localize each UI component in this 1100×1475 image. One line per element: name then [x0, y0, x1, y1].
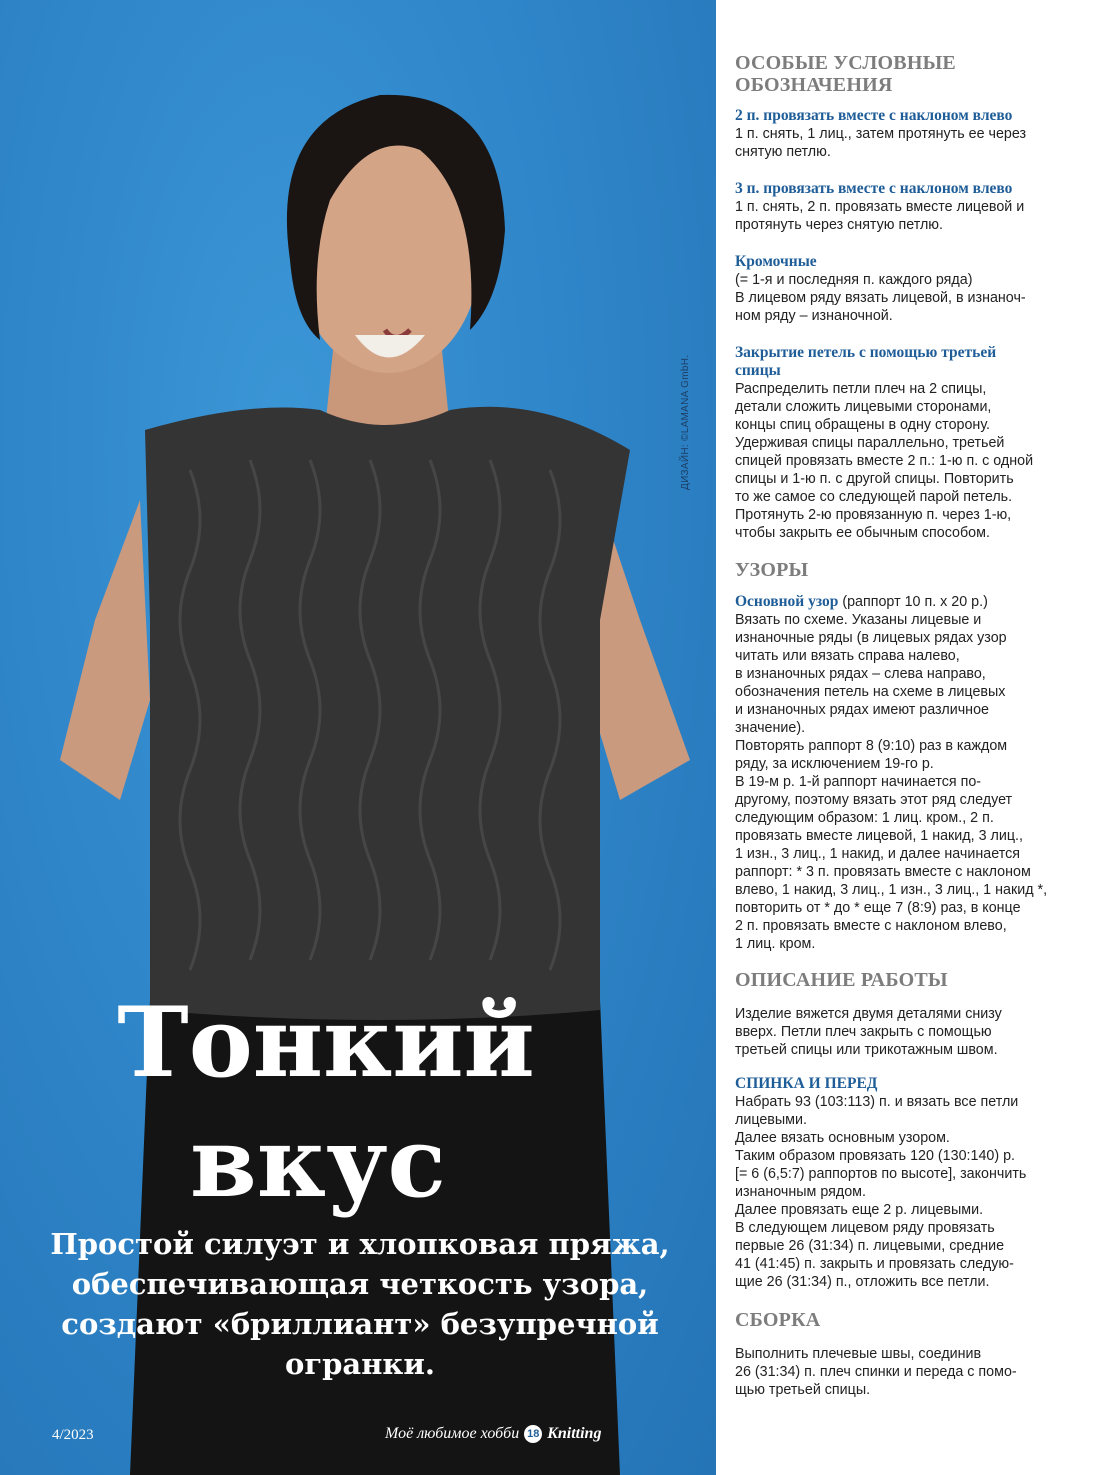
- magazine-brand: Knitting: [547, 1425, 602, 1442]
- symbol-title: Кромочные: [735, 253, 817, 270]
- instructions-column: [735, 52, 1075, 1399]
- back-front-heading: СПИНКА И ПЕРЕД: [735, 1075, 878, 1092]
- subtitle-line: огранки.: [285, 1347, 435, 1381]
- article-title-line2: вкус: [190, 1106, 446, 1219]
- main-pattern-title: Основной узор: [735, 593, 839, 610]
- symbol-item: Закрытие петель с помощью третьей спицы Распределить петли плеч на 2 спицы, детали сложить лицевыми сторонами, концы спиц обращены в одну сторону. Удерживая спицы параллельно, третьей спицей провязать вместе 2 п.: 1-ю п. с одной спицы и 1-ю п. с другой спицы. Повторить то же самое со следующей парой петель. Протянуть 2-ю провязанную п. через 1-ю, чтобы закрыть ее обычным способом.: [735, 344, 1075, 542]
- symbol-title: 2 п. провязать вместе с наклоном влево: [735, 107, 1013, 124]
- subtitle-line: Простой силуэт и хлопковая пряжа,: [50, 1227, 670, 1261]
- article-subtitle: [40, 1224, 680, 1384]
- assembly-heading: СБОРКА: [735, 1309, 821, 1331]
- description-heading: ОПИСАНИЕ РАБОТЫ: [735, 969, 948, 991]
- magazine-footer: [385, 1425, 601, 1443]
- subtitle-line: создают «бриллиант» безупречной: [61, 1307, 659, 1341]
- left-arm: [60, 500, 150, 800]
- issue-number: 4/2023: [52, 1427, 94, 1443]
- subtitle-line: обеспечивающая четкость узора,: [71, 1267, 649, 1301]
- symbol-item: 2 п. провязать вместе с наклоном влево 1 п. снять, 1 лиц., затем протянуть ее через снятую петлю.: [735, 107, 1075, 161]
- page-number: 18: [524, 1425, 542, 1443]
- assembly-text: Выполнить плечевые швы, соединив 26 (31:34) п. плеч спинки и переда с помо- щью третьей спицы.: [735, 1346, 1017, 1398]
- photo-credit: ДИЗАЙН: ©LAMANA GmbH.: [680, 354, 691, 490]
- patterns-heading: УЗОРЫ: [735, 559, 809, 581]
- article-title-line1: Тонкий: [117, 986, 535, 1099]
- symbol-item: Кромочные (= 1-я и последняя п. каждого ряда) В лицевом ряду вязать лицевой, в изнаноч- ном ряду – изнаночной.: [735, 253, 1075, 325]
- symbol-title: 3 п. провязать вместе с наклоном влево: [735, 180, 1013, 197]
- symbol-title: Закрытие петель с помощью третьей спицы: [735, 344, 997, 379]
- description-text: Изделие вяжется двумя деталями снизу вверх. Петли плеч закрыть с помощью третьей спицы или трикотажным швом.: [735, 1006, 1002, 1058]
- symbol-item: 3 п. провязать вместе с наклоном влево 1 п. снять, 2 п. провязать вместе лицевой и протянуть через снятую петлю.: [735, 180, 1075, 234]
- magazine-name: Моё любимое хобби: [385, 1425, 520, 1442]
- main-pattern: Основной узор (раппорт 10 п. х 20 р.) Вязать по схеме. Указаны лицевые и изнаночные ряды (в лицевых рядах узор читать или вязать справа налево, в изнаночных рядах – слева направо, обозначения петель на схеме в лицевых и изнаночных рядах имеют различное значение). Повторять раппорт 8 (9:10) раз в каждом ряду, за исключением 19-го р. В 19-м р. 1-й раппорт начинается по- другому, поэтому вязать этот ряд следует следующим образом: 1 лиц. кром., 2 п. провязать вместе лицевой, 1 накид, 3 лиц., 1 изн., 3 лиц., 1 накид, и далее начинается раппорт: * 3 п. провязать вместе с наклоном влево, 1 накид, 3 лиц., 1 изн., 3 лиц., 1 накид *, повторить от * до * еще 7 (8:9) раз, в конце 2 п. провязать вместе с наклоном влево, 1 лиц. кром.: [735, 593, 1048, 952]
- back-front-text: Набрать 93 (103:113) п. и вязать все петли лицевыми. Далее вязать основным узором. Таким образом провязать 120 (130:140) р. [= 6 (6,5:7) раппортов по высоте], закончить изнаночным рядом. Далее провязать еще 2 р. лицевыми. В следующем лицевом ряду провязать первые 26 (31:34) п. лицевыми, средние 41 (41:45) п. закрыть и провязать следую- щие 26 (31:34) п., отложить все петли.: [735, 1094, 1027, 1290]
- symbols-heading: ОСОБЫЕ УСЛОВНЫЕ ОБОЗНАЧЕНИЯ: [735, 52, 956, 96]
